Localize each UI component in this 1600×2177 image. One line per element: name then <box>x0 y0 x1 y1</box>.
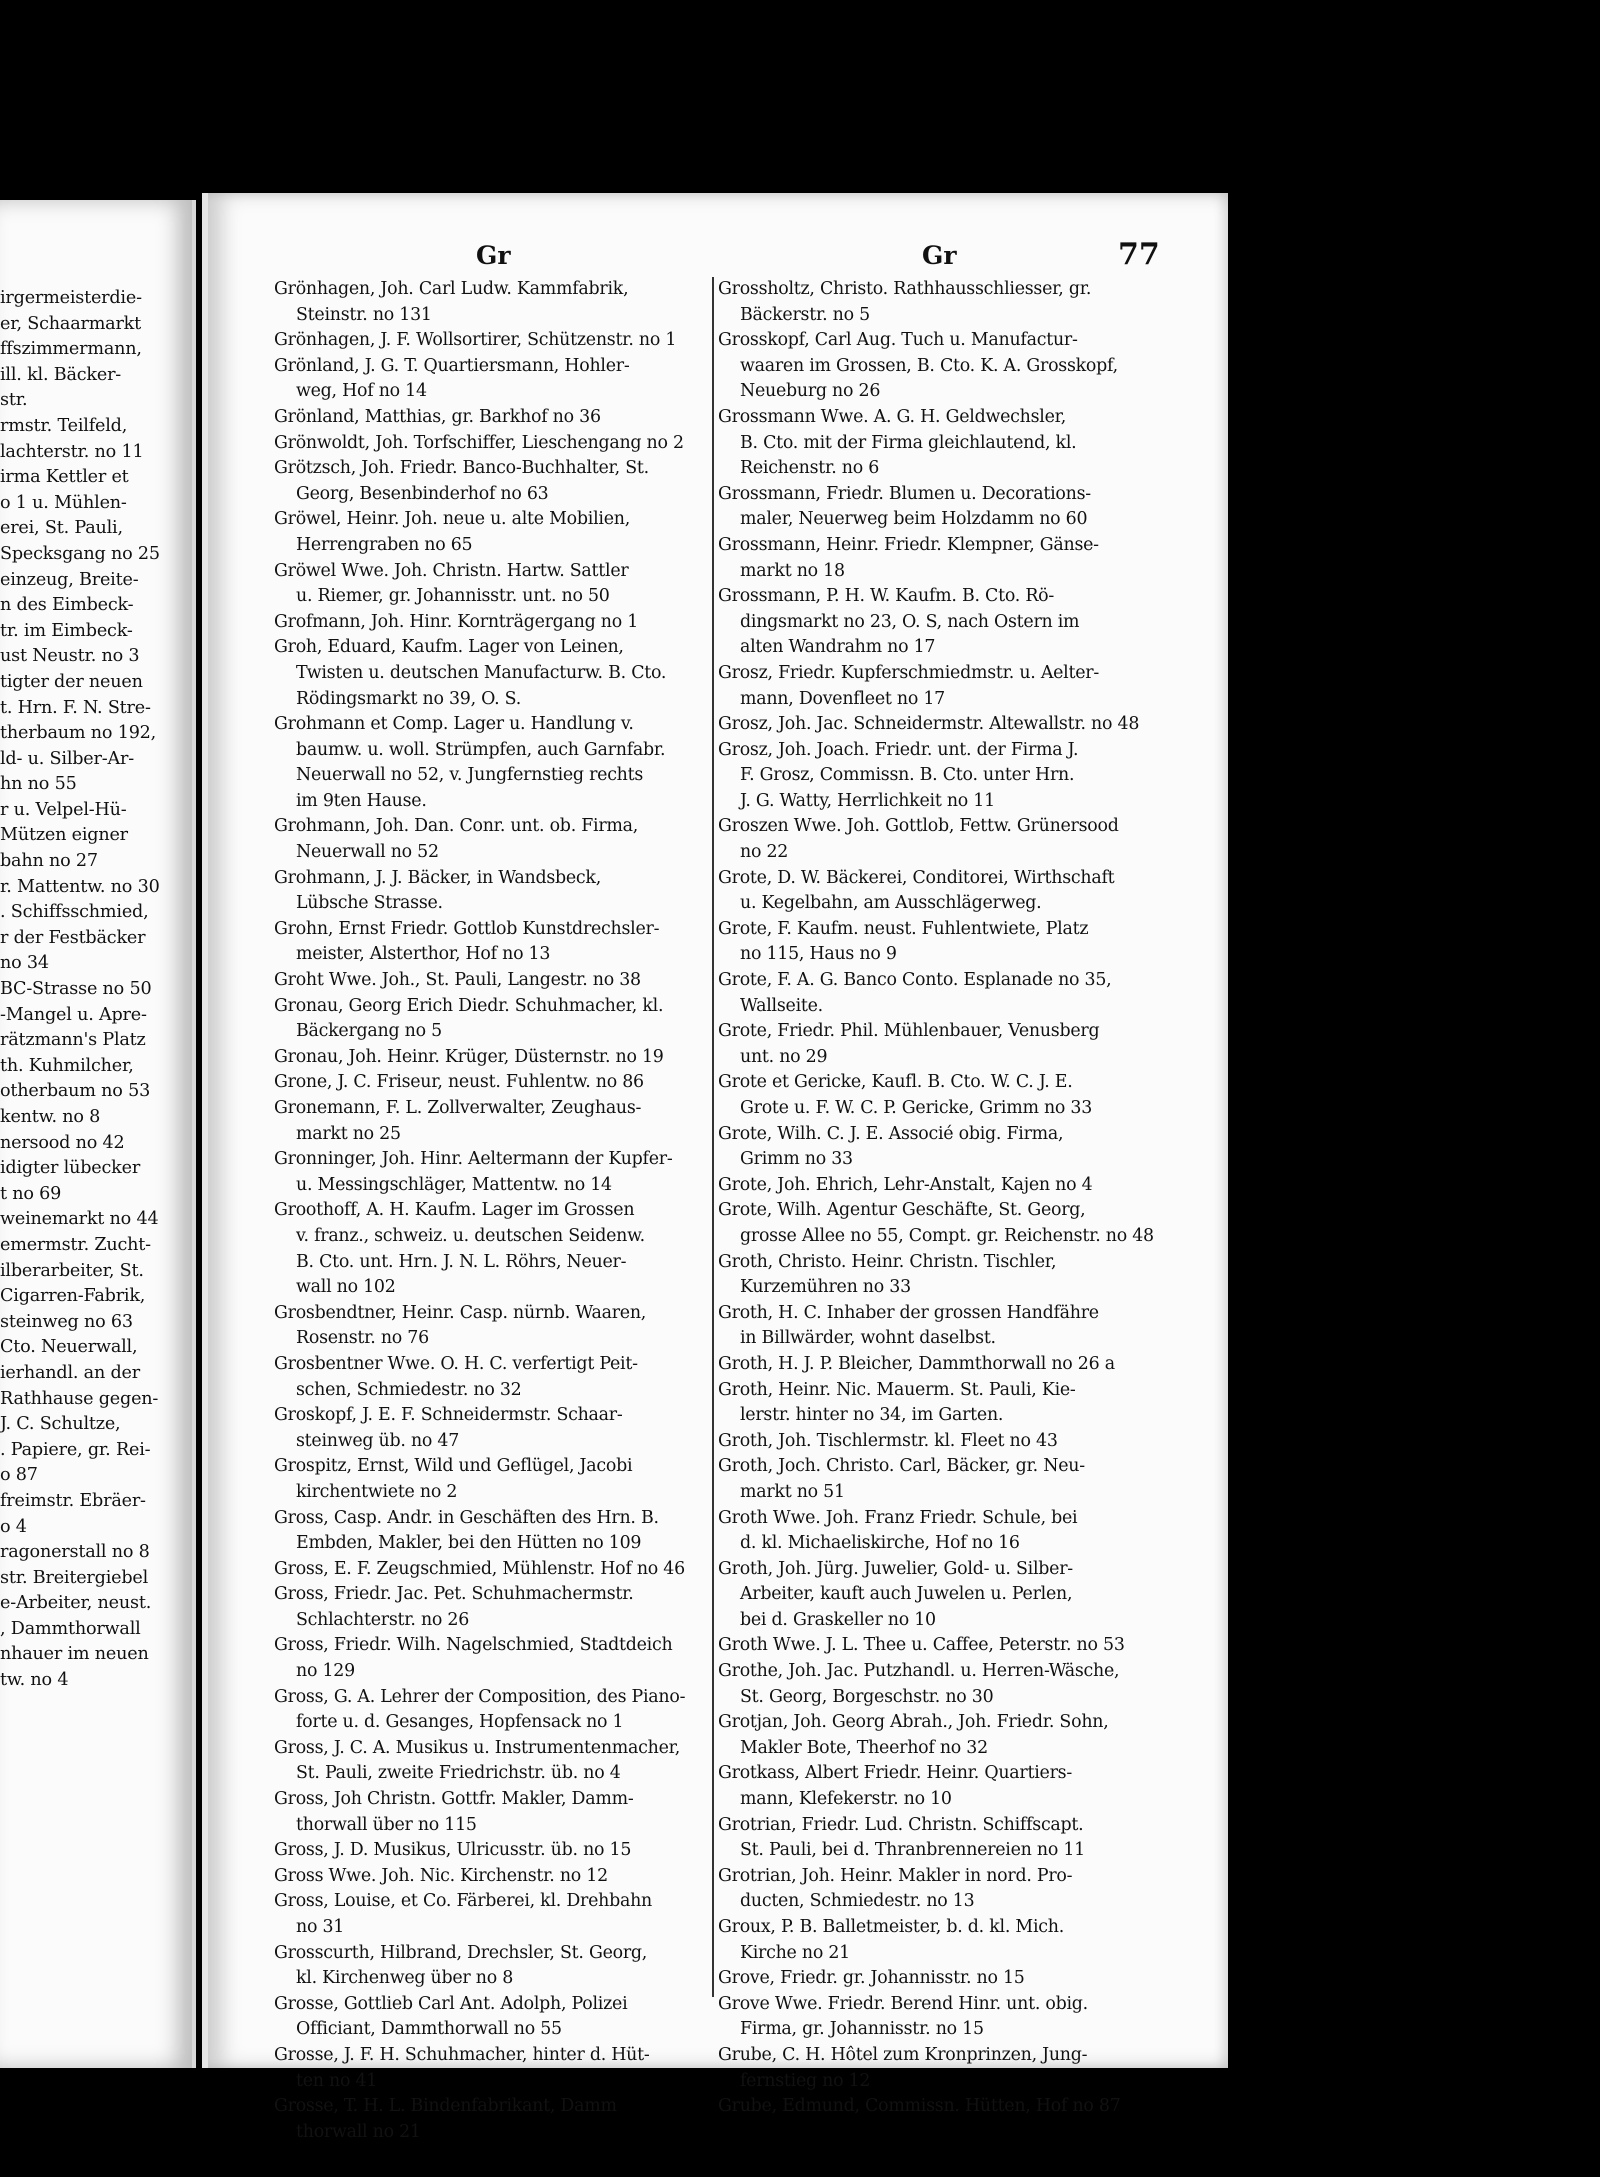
directory-entry-line: Twisten u. deutschen Manufacturw. B. Cto. <box>296 662 667 683</box>
directory-entry-line: Groth, H. C. Inhaber der grossen Handfähre <box>718 1302 1099 1323</box>
facing-page-line: -Mangel u. Apre- <box>0 1004 147 1025</box>
directory-entry-line: Grosbentner Wwe. O. H. C. verfertigt Peit- <box>274 1353 638 1374</box>
directory-entry-line: Groth, Christo. Heinr. Christn. Tischler, <box>718 1251 1057 1272</box>
facing-page-line: lachterstr. no 11 <box>0 441 144 462</box>
directory-entry-line: Grohn, Ernst Friedr. Gottlob Kunstdrechsler- <box>274 918 660 939</box>
directory-entry-line: thorwall über no 115 <box>296 1814 477 1835</box>
facing-page-line: ilberarbeiter, St. <box>0 1260 144 1281</box>
directory-entry-line: kl. Kirchenweg über no 8 <box>296 1968 514 1989</box>
facing-page-line: th. Kuhmilcher, <box>0 1055 134 1076</box>
directory-entry-line: Grosscurth, Hilbrand, Drechsler, St. Georg, <box>274 1942 648 1963</box>
directory-entry-line: mann, Dovenfleet no 17 <box>740 688 945 709</box>
facing-page-line: freimstr. Ebräer- <box>0 1490 146 1511</box>
directory-entry-line: Grofmann, Joh. Hinr. Kornträgergang no 1 <box>274 611 639 632</box>
directory-entry-line: Schlachterstr. no 26 <box>296 1609 470 1630</box>
directory-entry-line: Gröwel, Heinr. Joh. neue u. alte Mobilien, <box>274 509 630 530</box>
facing-page-line: idigter lübecker <box>0 1158 141 1179</box>
directory-entry-line: in Billwärder, wohnt daselbst. <box>740 1328 996 1349</box>
facing-page-line: t no 69 <box>0 1183 62 1204</box>
directory-entry-line: schen, Schmiedestr. no 32 <box>296 1379 522 1400</box>
directory-entry-line: Gross, Friedr. Jac. Pet. Schuhmachermstr. <box>274 1584 634 1605</box>
directory-entry-line: Grönland, Matthias, gr. Barkhof no 36 <box>274 406 601 427</box>
directory-entry-line: meister, Alsterthor, Hof no 13 <box>296 944 551 965</box>
directory-entry-line: Gross, J. D. Musikus, Ulricusstr. üb. no 15 <box>274 1840 632 1861</box>
facing-page-line: tw. no 4 <box>0 1670 69 1691</box>
facing-page-line: otherbaum no 53 <box>0 1081 151 1102</box>
facing-page-line: no 34 <box>0 953 49 974</box>
directory-entry-line: Gröwel Wwe. Joh. Christn. Hartw. Sattler <box>274 560 629 581</box>
directory-entry-line: Gross, Casp. Andr. in Geschäften des Hrn. B. <box>274 1507 659 1528</box>
facing-page-fragment <box>0 200 196 2068</box>
directory-entry-line: Grohmann et Comp. Lager u. Handlung v. <box>274 714 634 735</box>
facing-page-line: Cigarren-Fabrik, <box>0 1286 146 1307</box>
facing-page-line: o 87 <box>0 1465 38 1486</box>
directory-entry-line: Grönwoldt, Joh. Torfschiffer, Lieschengang no 2 <box>274 432 684 453</box>
directory-entry-line: Grote u. F. W. C. P. Gericke, Grimm no 33 <box>740 1098 1093 1118</box>
directory-entry-line: St. Pauli, zweite Friedrichstr. üb. no 4 <box>296 1763 621 1784</box>
directory-entry-line: dingsmarkt no 23, O. S, nach Ostern im <box>740 611 1080 632</box>
directory-entry-line: wall no 102 <box>296 1277 396 1298</box>
directory-entry-line: Gronemann, F. L. Zollverwalter, Zeughaus- <box>274 1098 642 1118</box>
directory-entry-line: Grossmann, Heinr. Friedr. Klempner, Gänse- <box>718 534 1099 555</box>
directory-entry-line: lerstr. hinter no 34, im Garten. <box>740 1405 1004 1426</box>
directory-entry-line: Groth, Joch. Christo. Carl, Bäcker, gr. Neu- <box>718 1456 1085 1477</box>
facing-page-line: Cto. Neuerwall, <box>0 1337 138 1358</box>
facing-page-line: kentw. no 8 <box>0 1107 101 1127</box>
directory-entry-line: waaren im Grossen, B. Cto. K. A. Grosskopf, <box>740 355 1118 376</box>
facing-page-line: therbaum no 192, <box>0 723 157 744</box>
directory-entry-line: thorwall no 21 <box>296 2121 421 2142</box>
directory-entry-line: markt no 51 <box>740 1481 845 1502</box>
directory-entry-line: Firma, gr. Johannisstr. no 15 <box>740 2019 984 2040</box>
directory-entry-line: Groh, Eduard, Kaufm. Lager von Leinen, <box>274 637 624 658</box>
directory-entry-line: Grote, F. Kaufm. neust. Fuhlentwiete, Platz <box>718 918 1089 939</box>
directory-entry-line: d. kl. Michaeliskirche, Hof no 16 <box>740 1533 1020 1554</box>
directory-entry-line: Gross, Joh Christn. Gottfr. Makler, Damm- <box>274 1789 634 1810</box>
directory-entry-line: Grote, D. W. Bäckerei, Conditorei, Wirthschaft <box>718 867 1115 888</box>
facing-page-line: irma Kettler et <box>0 467 129 488</box>
facing-page-line: ill. kl. Bäcker- <box>0 364 122 385</box>
directory-entry-line: Grote, Wilh. C. J. E. Associé obig. Firma, <box>718 1123 1064 1144</box>
directory-entry-line: Grönhagen, Joh. Carl Ludw. Kammfabrik, <box>274 279 629 299</box>
facing-page-line: erei, St. Pauli, <box>0 518 123 539</box>
directory-entry-line: Grönland, J. G. T. Quartiersmann, Hohler- <box>274 355 630 376</box>
directory-entry-line: im 9ten Hause. <box>296 790 427 811</box>
directory-entry-line: Grötzsch, Joh. Friedr. Banco-Buchhalter, St. <box>274 458 649 479</box>
facing-page-line: steinweg no 63 <box>0 1311 133 1332</box>
directory-entry-line: Grone, J. C. Friseur, neust. Fuhlentw. no 86 <box>274 1072 644 1093</box>
directory-entry-line: Grosse, Gottlieb Carl Ant. Adolph, Polizei <box>274 1993 628 2014</box>
directory-entry-line: Lübsche Strasse. <box>296 893 443 914</box>
directory-entry-line: Groth, Joh. Tischlermstr. kl. Fleet no 43 <box>718 1430 1058 1451</box>
directory-entry-line: Grönhagen, J. F. Wollsortirer, Schützenstr. no 1 <box>274 330 677 351</box>
facing-page-line: tigter der neuen <box>0 671 143 692</box>
facing-page-line: bahn no 27 <box>0 851 98 872</box>
directory-entry-line: Officiant, Dammthorwall no 55 <box>296 2019 562 2040</box>
directory-entry-line: Grote et Gericke, Kaufl. B. Cto. W. C. J. E. <box>718 1072 1073 1093</box>
directory-entry-line: unt. no 29 <box>740 1046 828 1067</box>
facing-page-line: irgermeisterdie- <box>0 288 142 308</box>
directory-entry-line: Gross, Friedr. Wilh. Nagelschmied, Stadtdeich <box>274 1635 673 1656</box>
directory-entry-line: Groskopf, J. E. F. Schneidermstr. Schaar- <box>274 1405 623 1426</box>
running-head-left: Gr <box>476 241 511 270</box>
directory-entry-line: v. franz., schweiz. u. deutschen Seidenw. <box>296 1225 645 1246</box>
facing-page-line: str. Breitergiebel <box>0 1567 149 1588</box>
directory-entry-line: no 31 <box>296 1917 345 1937</box>
directory-entry-line: Arbeiter, kauft auch Juwelen u. Perlen, <box>740 1584 1073 1605</box>
facing-page-line: t. Hrn. F. N. Stre- <box>0 697 151 718</box>
facing-page-line: hn no 55 <box>0 774 77 795</box>
directory-entry-line: no 22 <box>740 842 789 863</box>
facing-page-line: , Dammthorwall <box>0 1618 141 1639</box>
facing-page-line: str. <box>0 390 28 411</box>
directory-entry-line: Grotrian, Joh. Heinr. Makler in nord. Pro- <box>718 1865 1073 1886</box>
facing-page-line: ragonerstall no 8 <box>0 1542 150 1563</box>
facing-page-line: ust Neustr. no 3 <box>0 646 140 667</box>
directory-entry-line: Kirche no 21 <box>740 1942 850 1963</box>
directory-entry-line: kirchentwiete no 2 <box>296 1481 458 1502</box>
facing-page-line: rätzmann's Platz <box>0 1030 146 1051</box>
facing-page-line: tr. im Eimbeck- <box>0 620 133 641</box>
directory-entry-line: Grohmann, J. J. Bäcker, in Wandsbeck, <box>274 867 601 888</box>
directory-entry-line: F. Grosz, Commissn. B. Cto. unter Hrn. <box>740 765 1075 786</box>
facing-page-line: nhauer im neuen <box>0 1644 149 1665</box>
directory-entry-line: Grimm no 33 <box>740 1149 853 1170</box>
directory-entry-line: steinweg üb. no 47 <box>296 1430 460 1451</box>
directory-entry-line: Rosenstr. no 76 <box>296 1328 429 1349</box>
directory-entry-line: weg, Hof no 14 <box>296 381 427 402</box>
directory-entry-line: baumw. u. woll. Strümpfen, auch Garnfabr. <box>296 739 666 760</box>
directory-entry-line: Grube, C. H. Hôtel zum Kronprinzen, Jung- <box>718 2044 1088 2065</box>
directory-entry-line: Groszen Wwe. Joh. Gottlob, Fettw. Grünersood <box>718 816 1119 837</box>
directory-entry-line: Rödingsmarkt no 39, O. S. <box>296 688 521 709</box>
directory-entry-line: Grosse, J. F. H. Schuhmacher, hinter d. Hüt- <box>274 2044 650 2065</box>
directory-entry-line: Reichenstr. no 6 <box>740 458 880 479</box>
facing-page-line: o 1 u. Mühlen- <box>0 492 127 513</box>
directory-entry-line: Grotjan, Joh. Georg Abrah., Joh. Friedr. Sohn, <box>718 1712 1109 1733</box>
facing-page-line: r. Mattentw. no 30 <box>0 876 160 897</box>
directory-entry-line: Makler Bote, Theerhof no 32 <box>740 1737 988 1758</box>
facing-page-line: n des Eimbeck- <box>0 595 134 616</box>
directory-entry-line: Neuerwall no 52 <box>296 842 439 863</box>
directory-entry-line: Grosse, T. H. L. Bindenfabrikant, Damm <box>274 2096 617 2117</box>
directory-entry-line: Grosz, Joh. Jac. Schneidermstr. Altewallstr. no 48 <box>718 714 1140 735</box>
directory-entry-line: Grosbendtner, Heinr. Casp. nürnb. Waaren, <box>274 1302 647 1323</box>
directory-entry-line: u. Messingschläger, Mattentw. no 14 <box>296 1174 612 1195</box>
directory-entry-line: markt no 18 <box>740 560 845 581</box>
facing-page-line: e-Arbeiter, neust. <box>0 1593 152 1614</box>
facing-page-line: er, Schaarmarkt <box>0 313 142 334</box>
directory-entry-line: Grospitz, Ernst, Wild und Geflügel, Jacobi <box>274 1456 633 1477</box>
facing-page-line: BC-Strasse no 50 <box>0 979 152 1000</box>
directory-column-right <box>718 277 1158 2120</box>
directory-entry-line: B. Cto. mit der Firma gleichlautend, kl. <box>740 432 1077 453</box>
directory-entry-line: Grote, Friedr. Phil. Mühlenbauer, Venusberg <box>718 1021 1100 1042</box>
directory-entry-line: forte u. d. Gesanges, Hopfensack no 1 <box>296 1712 624 1733</box>
directory-entry-line: Gross Wwe. Joh. Nic. Kirchenstr. no 12 <box>274 1865 608 1886</box>
directory-entry-line: Grossholtz, Christo. Rathhausschliesser, gr. <box>718 279 1092 299</box>
directory-page <box>202 193 1228 2142</box>
directory-entry-line: Grosz, Joh. Joach. Friedr. unt. der Firma J. <box>718 739 1079 760</box>
directory-entry-line: Grothe, Joh. Jac. Putzhandl. u. Herren-Wäsche, <box>718 1661 1120 1682</box>
directory-entry-line: Bäckergang no 5 <box>296 1021 442 1042</box>
directory-entry-line: Groth, H. J. P. Bleicher, Dammthorwall no 26 a <box>718 1353 1115 1374</box>
directory-entry-line: Gronninger, Joh. Hinr. Aeltermann der Kupfer- <box>274 1149 673 1170</box>
directory-entry-line: ducten, Schmiedestr. no 13 <box>740 1891 975 1912</box>
directory-entry-line: Groux, P. B. Balletmeister, b. d. kl. Mich. <box>718 1917 1064 1937</box>
facing-page-line: . Papiere, gr. Rei- <box>0 1439 151 1460</box>
directory-entry-line: Groth, Heinr. Nic. Mauerm. St. Pauli, Kie- <box>718 1379 1076 1400</box>
facing-page-line: emermstr. Zucht- <box>0 1234 151 1255</box>
directory-entry-line: u. Kegelbahn, am Ausschlägerweg. <box>740 893 1042 914</box>
directory-entry-line: Grote, F. A. G. Banco Conto. Esplanade no 35, <box>718 970 1112 991</box>
directory-entry-line: Gross, G. A. Lehrer der Composition, des Piano- <box>274 1686 686 1707</box>
directory-entry-line: Neueburg no 26 <box>740 381 881 402</box>
directory-entry-line: Groth, Joh. Jürg. Juwelier, Gold- u. Silber- <box>718 1558 1073 1579</box>
directory-entry-line: Grove, Friedr. gr. Johannisstr. no 15 <box>718 1968 1025 1989</box>
facing-page-line: r u. Velpel-Hü- <box>0 799 127 820</box>
facing-page-line: o 4 <box>0 1516 27 1537</box>
directory-entry-line: Grote, Wilh. Agentur Geschäfte, St. Georg, <box>718 1200 1086 1221</box>
directory-entry-line: Gronau, Georg Erich Diedr. Schuhmacher, kl. <box>274 995 664 1016</box>
directory-entry-line: Grossmann, Friedr. Blumen u. Decorations- <box>718 483 1091 504</box>
directory-entry-line: Gross, E. F. Zeugschmied, Mühlenstr. Hof no 46 <box>274 1558 685 1579</box>
directory-entry-line: Grotrian, Friedr. Lud. Christn. Schiffscapt. <box>718 1814 1084 1835</box>
directory-entry-line: Grotkass, Albert Friedr. Heinr. Quartiers- <box>718 1763 1072 1784</box>
directory-entry-line: Embden, Makler, bei den Hütten no 109 <box>296 1533 642 1554</box>
directory-entry-line: Grosskopf, Carl Aug. Tuch u. Manufactur- <box>718 330 1078 351</box>
directory-entry-line: Gross, J. C. A. Musikus u. Instrumentenmacher, <box>274 1737 681 1758</box>
directory-entry-line: maler, Neuerweg beim Holzdamm no 60 <box>740 509 1088 530</box>
facing-page-line: . Schiffsschmied, <box>0 902 149 923</box>
directory-entry-line: ten no 41 <box>296 2070 378 2091</box>
directory-entry-line: Grossmann, P. H. W. Kaufm. B. Cto. Rö- <box>718 586 1055 607</box>
directory-entry-line: Groth Wwe. Joh. Franz Friedr. Schule, bei <box>718 1507 1078 1528</box>
page-number: 77 <box>1118 237 1160 272</box>
directory-entry-line: Neuerwall no 52, v. Jungfernstieg rechts <box>296 765 644 786</box>
directory-entry-line: Gronau, Joh. Heinr. Krüger, Düsternstr. no 19 <box>274 1046 664 1067</box>
directory-entry-line: Groht Wwe. Joh., St. Pauli, Langestr. no 38 <box>274 970 641 991</box>
facing-page-line: Rathhause gegen- <box>0 1388 159 1409</box>
directory-entry-line: Steinstr. no 131 <box>296 304 432 325</box>
directory-entry-line: Kurzemühren no 33 <box>740 1277 911 1298</box>
directory-entry-line: St. Pauli, bei d. Thranbrennereien no 11 <box>740 1840 1085 1861</box>
facing-page-line: Specksgang no 25 <box>0 543 160 564</box>
facing-page-line: r der Festbäcker <box>0 927 146 948</box>
facing-page-text <box>0 286 185 1694</box>
facing-page-line: J. C. Schultze, <box>0 1414 121 1435</box>
directory-entry-line: Grube, Edmund, Commissn. Hütten, Hof no 87 <box>718 2096 1121 2117</box>
directory-entry-line: no 129 <box>296 1661 355 1682</box>
directory-entry-line: Bäckerstr. no 5 <box>740 304 870 325</box>
directory-entry-line: mann, Klefekerstr. no 10 <box>740 1789 952 1810</box>
facing-page-line: weinemarkt no 44 <box>0 1209 159 1230</box>
directory-entry-line: Groth Wwe. J. L. Thee u. Caffee, Peterstr. no 53 <box>718 1635 1125 1656</box>
facing-page-line: ffszimmermann, <box>0 339 142 360</box>
directory-entry-line: St. Georg, Borgeschstr. no 30 <box>740 1686 994 1707</box>
directory-entry-line: u. Riemer, gr. Johannisstr. unt. no 50 <box>296 586 610 607</box>
facing-page-line: rmstr. Teilfeld, <box>0 415 128 436</box>
directory-entry-line: Wallseite. <box>740 995 823 1016</box>
column-divider <box>712 277 714 1997</box>
facing-page-line: ld- u. Silber-Ar- <box>0 748 134 769</box>
directory-entry-line: Grossmann Wwe. A. G. H. Geldwechsler, <box>718 406 1067 427</box>
directory-entry-line: Grote, Joh. Ehrich, Lehr-Anstalt, Kajen no 4 <box>718 1174 1093 1195</box>
directory-entry-line: no 115, Haus no 9 <box>740 944 897 965</box>
directory-column-left <box>274 277 714 2145</box>
facing-page-line: Mützen eigner <box>0 825 128 846</box>
facing-page-line: nersood no 42 <box>0 1132 125 1153</box>
directory-entry-line: Groothoff, A. H. Kaufm. Lager im Grossen <box>274 1200 635 1221</box>
directory-entry-line: fernstieg no 12 <box>740 2070 871 2091</box>
directory-entry-line: Gross, Louise, et Co. Färberei, kl. Drehbahn <box>274 1891 652 1912</box>
directory-entry-line: Grove Wwe. Friedr. Berend Hinr. unt. obig. <box>718 1993 1088 2014</box>
directory-entry-line: alten Wandrahm no 17 <box>740 637 936 658</box>
directory-entry-line: B. Cto. unt. Hrn. J. N. L. Röhrs, Neuer- <box>296 1251 627 1272</box>
facing-page-line: einzeug, Breite- <box>0 569 139 590</box>
directory-entry-line: bei d. Graskeller no 10 <box>740 1609 936 1630</box>
directory-entry-line: Grosz, Friedr. Kupferschmiedmstr. u. Aelter- <box>718 662 1099 683</box>
directory-entry-line: grosse Allee no 55, Compt. gr. Reichenstr. no 48 <box>740 1225 1154 1246</box>
facing-page-line: ierhandl. an der <box>0 1362 140 1383</box>
directory-entry-line: Grohmann, Joh. Dan. Conr. unt. ob. Firma, <box>274 816 639 837</box>
directory-entry-line: markt no 25 <box>296 1123 401 1144</box>
running-head-right: Gr <box>922 241 957 270</box>
directory-entry-line: Georg, Besenbinderhof no 63 <box>296 483 549 504</box>
directory-entry-line: J. G. Watty, Herrlichkeit no 11 <box>740 790 995 811</box>
directory-entry-line: Herrengraben no 65 <box>296 534 473 555</box>
